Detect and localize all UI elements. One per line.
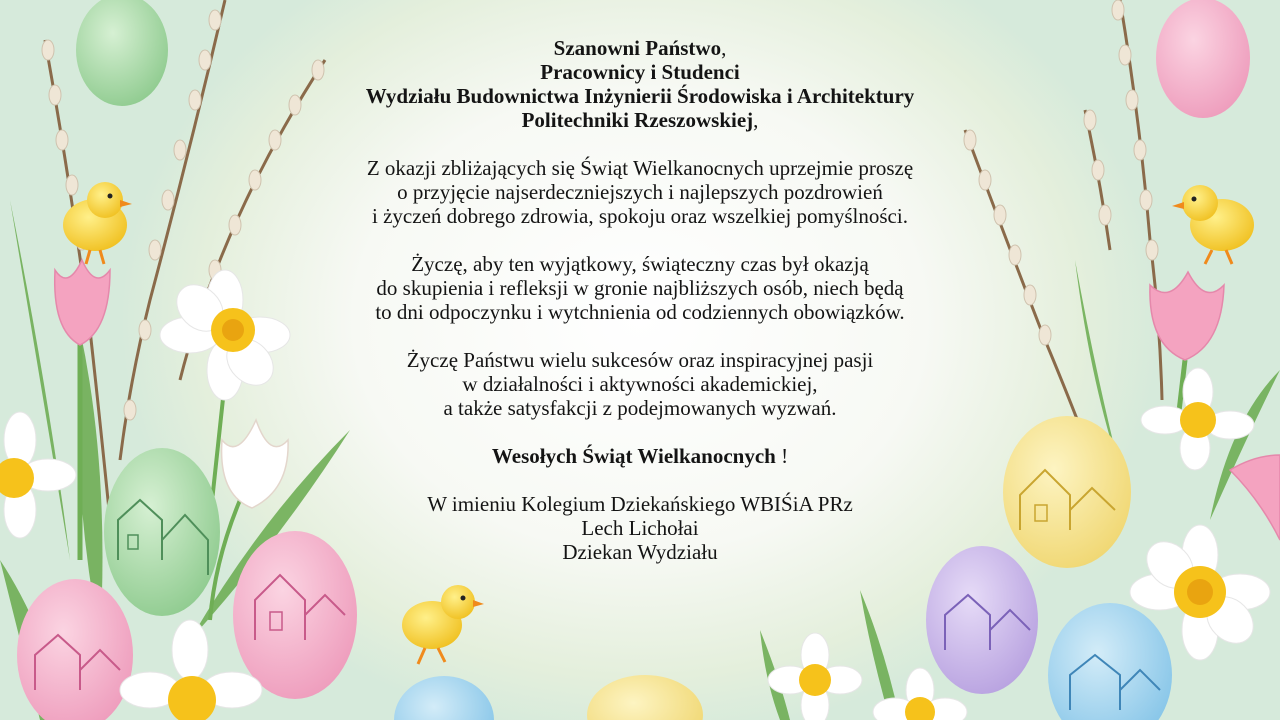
signature-line-1: W imieniu Kolegium Dziekańskiego WBIŚiA PRz (427, 492, 853, 516)
easter-wish-mark: ! (775, 444, 789, 468)
easter-egg-icon (394, 676, 494, 720)
university-line (290, 108, 990, 132)
paragraph-3-line: Życzę Państwu wielu sukcesów oraz inspiracyjnej pasji (406, 348, 874, 372)
university-name: Politechniki Rzeszowskiej (521, 108, 754, 132)
easter-egg-icon (926, 546, 1038, 694)
easter-wish: Wesołych Świąt Wielkanocnych (491, 444, 776, 468)
easter-egg-icon (587, 675, 703, 720)
paragraph-2-line: to dni odpoczynku i wytchnienia od codziennych obowiązków. (375, 300, 905, 324)
greeting-text (290, 36, 990, 564)
easter-egg-icon (1156, 0, 1250, 118)
signature-title: Dziekan Wydziału (562, 540, 718, 564)
faculty-name: Wydziału Budownictwa Inżynierii Środowiska i Architektury (365, 84, 915, 108)
paragraph-1-line: o przyjęcie najserdeczniejszych i najlepszych pozdrowień (397, 180, 883, 204)
chick-icon (402, 585, 484, 664)
easter-egg-icon (17, 579, 133, 720)
paragraph-3-line: a także satysfakcji z podejmowanych wyzwań. (443, 396, 837, 420)
university-comma: , (753, 108, 759, 132)
easter-wish-line (290, 444, 990, 468)
paragraph-1-line: Z okazji zbliżających się Świąt Wielkanocnych uprzejmie proszę (366, 156, 914, 180)
pussy-willow-icon (964, 0, 1162, 440)
easter-egg-icon (104, 448, 220, 616)
salutation-line (290, 36, 990, 60)
paragraph-3-line: w działalności i aktywności akademickiej, (462, 372, 818, 396)
paragraph-1-line: i życzeń dobrego zdrowia, spokoju oraz wszelkiej pomyślności. (372, 204, 908, 228)
signature-name: Lech Lichołai (581, 516, 699, 540)
easter-egg-icon (76, 0, 168, 106)
chick-icon (1172, 185, 1254, 264)
tulip-icon (1230, 455, 1280, 540)
salutation-comma: , (721, 36, 727, 60)
easter-egg-icon (1003, 416, 1131, 568)
paragraph-2-line: do skupienia i refleksji w gronie najbliższych osób, niech będą (376, 276, 904, 300)
addressee-line: Pracownicy i Studenci (540, 60, 740, 84)
easter-egg-icon (1048, 603, 1172, 720)
salutation-name: Szanowni Państwo (553, 36, 722, 60)
paragraph-2-line: Życzę, aby ten wyjątkowy, świąteczny czas był okazją (411, 252, 869, 276)
